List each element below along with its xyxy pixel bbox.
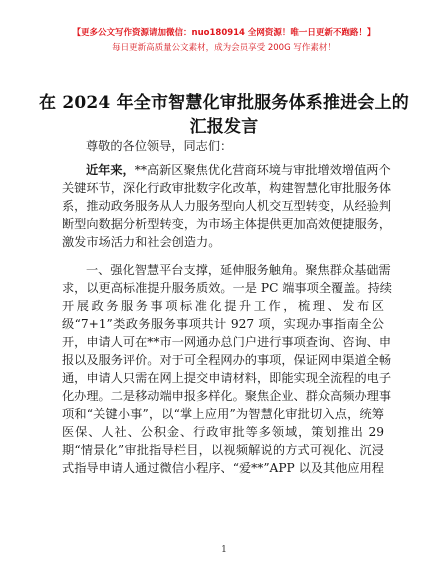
paragraph-1-line-1 <box>86 162 391 178</box>
document-title-line-1: 在 2024 年全市智慧化审批服务体系推进会上的 <box>39 93 409 113</box>
promo-banner-line-2: 每日更新高质量公文素材，成为会员享受 200G 写作素材！ <box>112 43 336 53</box>
paragraph-2-line-1: 一、强化智慧平台支撑，延伸服务触角。聚焦群众基础需 <box>86 263 391 277</box>
paragraph-1-line-3: 系，推动政务服务从人力服务型向人机交互型转变，从经验判 <box>62 199 392 213</box>
page-number: 1 <box>221 545 227 555</box>
paragraph-2-line-5: 开，申请人可在**市一网通办总门户进行事项查询、咨询、申 <box>62 335 392 349</box>
document-title-line-2: 汇报发言 <box>189 117 259 137</box>
paragraph-2-line-7: 通，申请人只需在网上提交申请材料，即能实现全流程的电子 <box>62 371 392 385</box>
paragraph-2-line-11: 期“情景化”审批指导栏目，以视频解说的方式可视化、沉浸 <box>62 443 384 457</box>
paragraph-2-line-6: 报以及服务评价。对于可全程网办的事项，保证网申渠道全畅 <box>62 353 392 367</box>
salutation: 尊敬的各位领导，同志们： <box>86 139 233 153</box>
paragraph-2-line-10: 医保、人社、公积金、行政审批等多领域，策划推出 29 <box>62 425 384 439</box>
paragraph-1-lead: 近年来， <box>86 163 135 177</box>
paragraph-2-line-8: 化办理。二是移动端申报多样化。聚焦企业、群众高频办理事 <box>62 389 392 403</box>
paragraph-1-line-5: 激发市场活力和社会创造力。 <box>62 235 221 249</box>
paragraph-1-line-4: 断型向数据分析型转变，为市场主体提供更加高效便捷服务， <box>62 217 392 231</box>
paragraph-2-line-3: 开展政务服务事项标准化提升工作，梳理、发布区 <box>62 299 384 313</box>
paragraph-2-line-9: 项和“关键小事”，以“掌上应用”为智慧化审批切入点，统筹 <box>62 407 384 421</box>
paragraph-2-line-4: 级“7+1”类政务服务事项共计 927 项，实现办事指南全公 <box>62 317 384 331</box>
paragraph-1-line-1-text: **高新区聚焦优化营商环境与审批增效增值两个 <box>134 163 391 177</box>
paragraph-1-line-2: 关键环节，深化行政审批数字化改革，构建智慧化审批服务体 <box>62 181 392 195</box>
paragraph-2-line-12: 式指导申请人通过微信小程序、“爱**”APP 以及其他应用程 <box>62 461 384 475</box>
promo-banner-line-1: 【更多公文写作资源请加微信：nuo180914 全网资源！唯一日更新不跑路！】 <box>72 28 376 38</box>
paragraph-2-line-2: 求，以更高标准提升服务质效。一是 PC 端事项全覆盖。持续 <box>62 281 392 295</box>
